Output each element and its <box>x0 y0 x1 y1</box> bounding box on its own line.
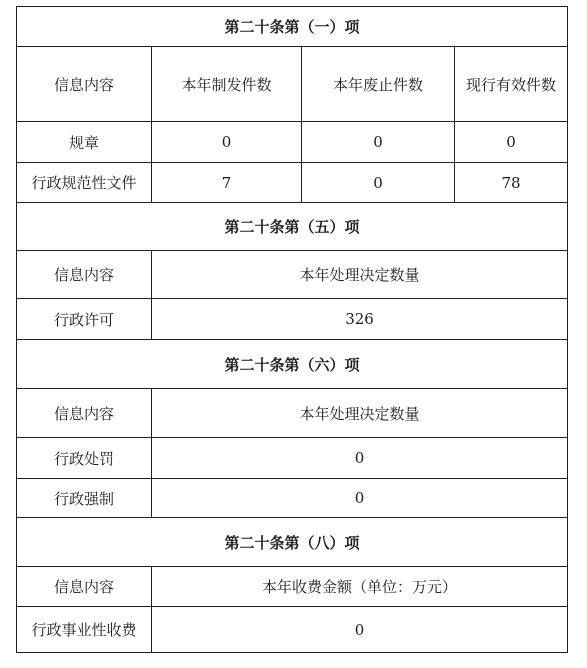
row-label: 行政强制 <box>17 479 152 518</box>
table-row <box>17 607 568 653</box>
section-header-row <box>17 340 568 389</box>
section-header-row <box>17 7 568 47</box>
cell-value: 0 <box>152 438 568 479</box>
row-label: 行政事业性收费 <box>17 607 152 653</box>
section-header-row <box>17 203 568 251</box>
column-header-valid: 现行有效件数 <box>455 47 568 122</box>
cell-value: 0 <box>455 122 568 163</box>
column-header-fees: 本年收费金额（单位：万元） <box>152 567 568 607</box>
section-title: 第二十条第（一）项 <box>17 7 568 47</box>
column-header-row <box>17 389 568 438</box>
cell-value: 0 <box>152 607 568 653</box>
cell-value: 78 <box>455 163 568 203</box>
disclosure-table <box>16 6 568 653</box>
table-row <box>17 479 568 518</box>
cell-value: 0 <box>302 122 455 163</box>
column-header-abolished: 本年废止件数 <box>302 47 455 122</box>
table-row <box>17 163 568 203</box>
column-header-row <box>17 251 568 299</box>
section-header-row <box>17 518 568 567</box>
table-row <box>17 438 568 479</box>
section-title: 第二十条第（八）项 <box>17 518 568 567</box>
disclosure-table-container <box>16 6 567 653</box>
cell-value: 0 <box>152 479 568 518</box>
section-title: 第二十条第（六）项 <box>17 340 568 389</box>
column-header-row <box>17 567 568 607</box>
row-label: 行政许可 <box>17 299 152 340</box>
cell-value: 7 <box>152 163 302 203</box>
cell-value: 326 <box>152 299 568 340</box>
column-header-info: 信息内容 <box>17 251 152 299</box>
column-header-info: 信息内容 <box>17 567 152 607</box>
table-row <box>17 122 568 163</box>
column-header-info: 信息内容 <box>17 389 152 438</box>
column-header-issued: 本年制发件数 <box>152 47 302 122</box>
section-title: 第二十条第（五）项 <box>17 203 568 251</box>
row-label: 行政规范性文件 <box>17 163 152 203</box>
row-label: 规章 <box>17 122 152 163</box>
row-label: 行政处罚 <box>17 438 152 479</box>
cell-value: 0 <box>302 163 455 203</box>
column-header-info: 信息内容 <box>17 47 152 122</box>
column-header-decisions: 本年处理决定数量 <box>152 389 568 438</box>
table-row <box>17 299 568 340</box>
column-header-decisions: 本年处理决定数量 <box>152 251 568 299</box>
column-header-row <box>17 47 568 122</box>
cell-value: 0 <box>152 122 302 163</box>
